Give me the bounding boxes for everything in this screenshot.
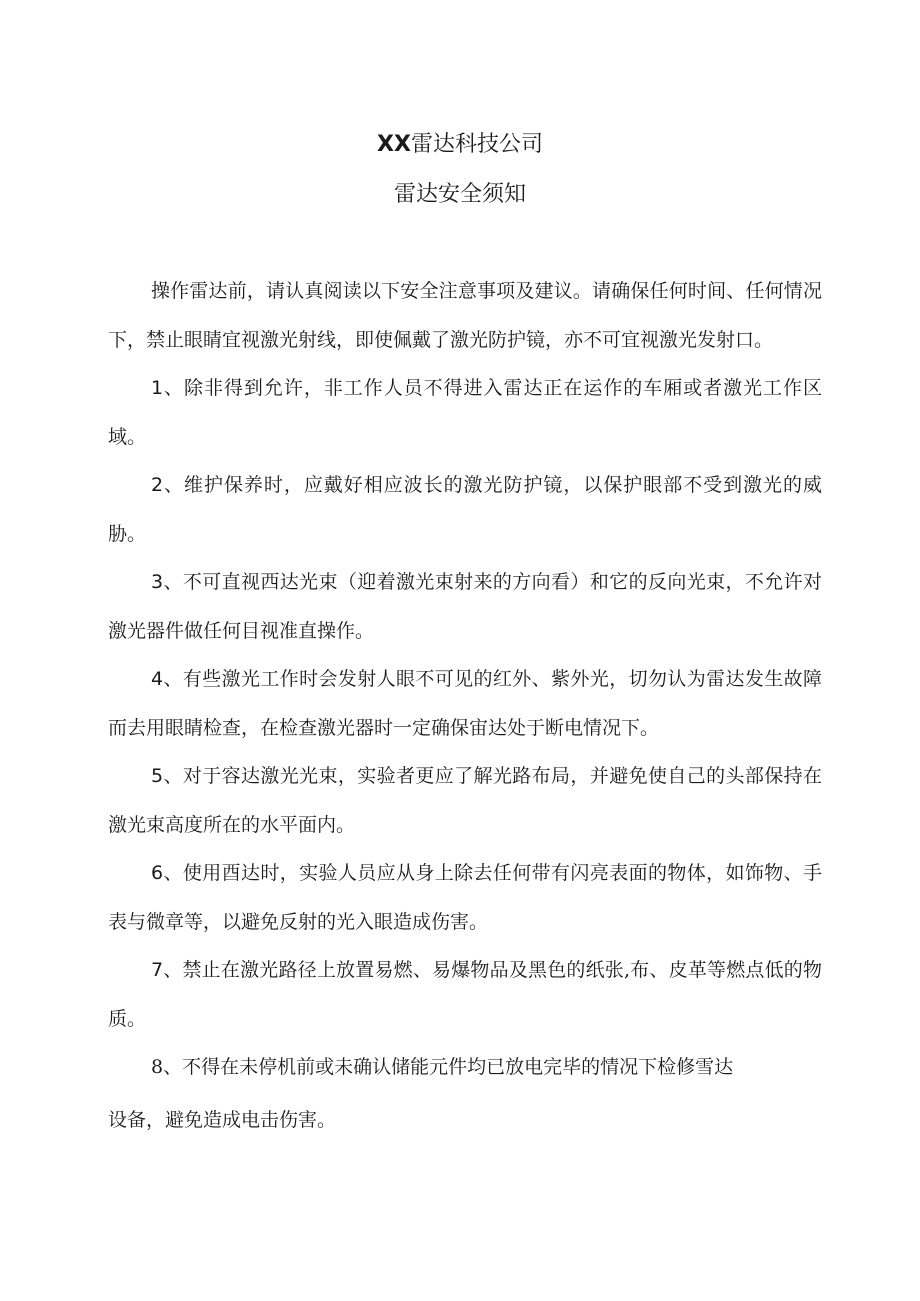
rule-item-6 — [108, 849, 822, 946]
rule-number: 8 — [151, 1056, 164, 1078]
rule-text: 、不可直视西达光束（迎着激光束射来的方向看）和它的反向光束，不允许对激光器件做任何目视准直操作。 — [108, 571, 822, 642]
rule-number: 6 — [151, 862, 164, 884]
rule-text: 、除非得到允许，非工作人员不得进入雷达正在运作的车厢或者激光工作区域。 — [108, 377, 822, 448]
rule-item-5 — [108, 752, 822, 849]
document-body — [108, 267, 822, 1144]
rule-item-4 — [108, 655, 822, 752]
rule-number: 1 — [151, 377, 164, 399]
rule-item-8-continuation: 设备，避免造成电击伤害。 — [108, 1108, 337, 1131]
rule-number: 2 — [151, 474, 164, 496]
rule-text: 、使用酉达时，实验人员应从身上除去任何带有闪亮表面的物体，如饰物、手表与微章等，以避免反射的光入眼造成伤害。 — [108, 862, 822, 933]
rule-text: 、有些激光工作时会发射人眼不可见的红外、紫外光，切勿认为雷达发生故障而去用眼睛检查，在检查激光器时一定确保宙达处于断电情况下。 — [108, 668, 822, 739]
rule-text: 、不得在未停机前或未确认储能元件均已放电完毕的情况下检修雪达 — [163, 1056, 734, 1078]
rule-number: 5 — [151, 765, 164, 787]
company-name-text: 雷达科技公司 — [410, 132, 543, 157]
rule-item-1 — [108, 364, 822, 461]
rule-text: 、维护保养时，应戴好相应波长的激光防护镜，以保护眼部不受到激光的威胁。 — [108, 474, 822, 545]
company-name — [0, 130, 920, 160]
rule-number: 3 — [151, 571, 164, 593]
rule-item-8 — [108, 1043, 822, 1092]
rule-text: 、禁止在激光路径上放置易燃、易爆物品及黑色的纸张,布、皮革等燃点低的物质。 — [108, 959, 822, 1030]
rule-number: 4 — [151, 668, 164, 690]
document-title: 雷达安全须知 — [393, 182, 526, 207]
rule-item-7 — [108, 946, 822, 1043]
rule-item-2 — [108, 461, 822, 558]
rule-text: 、对于容达激光光束，实验者更应了解光路布局，并避免使自己的头部保持在激光束高度所在的水平面内。 — [108, 765, 822, 836]
company-prefix: XX — [377, 132, 411, 157]
rule-number: 7 — [151, 959, 164, 981]
rule-item-3 — [108, 558, 822, 655]
intro-paragraph: 操作雷达前，请认真阅读以下安全注意事项及建议。请确保任何时间、任何情况下，禁止眼睛宜视激光射线，即使佩戴了激光防护镜，亦不可宜视激光发射口。 — [108, 280, 822, 351]
